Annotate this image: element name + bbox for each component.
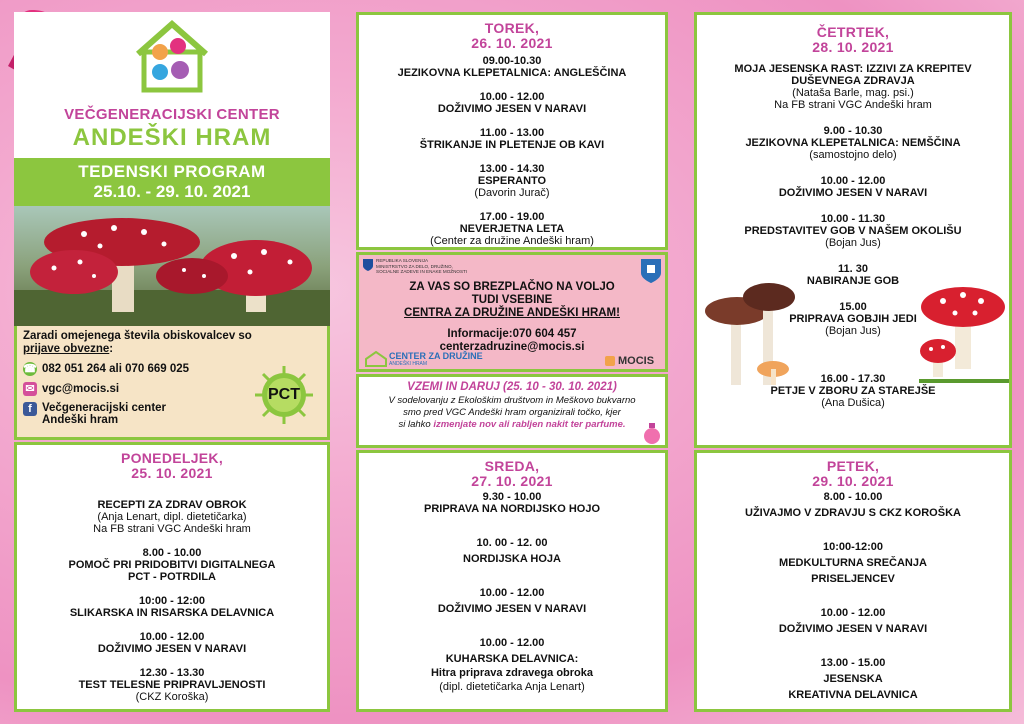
mocis-icon	[605, 356, 615, 366]
program-title: TEDENSKI PROGRAM	[78, 162, 266, 181]
info-phone: Informacije:070 604 457	[447, 328, 577, 340]
mushroom-photo	[14, 206, 330, 326]
event-item: 09.00-10.30 JEZIKOVNA KLEPETALNICA: ANGLEŠČINA	[397, 55, 627, 79]
phone-row[interactable]: ☎ 082 051 264 ali 070 669 025	[23, 363, 190, 375]
event-item: 10.00 - 12.00 DOŽIVIMO JESEN V NARAVI	[437, 91, 587, 115]
vzemi-in-daruj-box: VZEMI IN DARUJ (25. 10 - 30. 10. 2021) V sodelovanju z Ekološkim društvom in Meškovo bukvarno smo pred VGC Andeški hram organizirali točko, kjer si lahko izmenjate nov ali rabljen nakit ter parfume.	[356, 374, 668, 448]
registration-required: prijave obvezne	[23, 343, 110, 355]
event-item: 11.00 - 13.00 ŠTRIKANJE IN PLETENJE OB KAVI	[419, 127, 605, 151]
phone-icon: ☎	[23, 363, 37, 375]
slovenia-coat-of-arms-icon	[363, 259, 373, 271]
event-item: 10.00 - 12.00 DOŽIVIMO JESEN V NARAVI	[97, 631, 247, 655]
info-email[interactable]: centerzadruzine@mocis.si	[439, 341, 585, 353]
event-item: RECEPTI ZA ZDRAV OBROK (Anja Lenart, dipl. dietetičarka) Na FB strani VGC Andeški hram	[93, 499, 251, 535]
family-center-info	[356, 252, 668, 372]
municipality-crest-icon	[641, 259, 661, 283]
event-item: 15.00 PRIPRAVA GOBJIH JEDI (Bojan Jus)	[789, 301, 917, 337]
event-item: 8.00 - 10.00 POMOČ PRI PRIDOBITVI DIGITALNEGA PCT - POTRDILA	[68, 547, 276, 583]
event-item: 10.00 - 12.00 DOŽIVIMO JESEN V NARAVI	[778, 607, 928, 635]
vzemi-title: VZEMI IN DARUJ (25. 10 - 30. 10. 2021)	[407, 381, 617, 393]
red-mushrooms-illustration-icon	[919, 281, 1009, 385]
org-name-line1: VEČGENERACIJSKI CENTER	[64, 106, 280, 123]
tuesday-panel	[356, 12, 668, 250]
family-house-icon	[365, 351, 387, 367]
thursday-panel	[694, 12, 1012, 448]
program-header	[14, 158, 330, 206]
facebook-icon: f	[23, 402, 37, 416]
friday-panel	[694, 450, 1012, 712]
event-item: 10:00-12:00 MEDKULTURNA SREČANJA PRISELJENCEV	[779, 541, 927, 585]
event-item: 17.00 - 19.00 NEVERJETNA LETA (Center za družine Andeški hram)	[430, 211, 594, 247]
email-row[interactable]: ✉ vgc@mocis.si	[17, 382, 327, 396]
event-item: 13.00 - 14.30 ESPERANTO (Davorin Jurač)	[474, 163, 550, 199]
thursday-title: ČETRTEK, 28. 10. 2021	[812, 24, 894, 55]
facebook-row[interactable]: f Večgeneracijski center Andeški hram	[17, 402, 327, 426]
family-center-logo: CENTER ZA DRUŽINE ANDEŠKI HRAM	[365, 351, 483, 367]
event-item: 10:00 - 12:00 SLIKARSKA IN RISARSKA DELAVNICA	[69, 595, 275, 619]
event-item: 12.30 - 13.30 TEST TELESNE PRIPRAVLJENOSTI (CKZ Koroška)	[78, 667, 266, 703]
tuesday-title: TOREK, 26. 10. 2021	[471, 20, 553, 51]
monday-panel	[14, 442, 330, 712]
event-item: 16.00 - 17.30 PETJE V ZBORU ZA STAREJŠE (Ana Dušica)	[770, 373, 936, 409]
event-item: 10. 00 - 12. 00 NORDIJSKA HOJA	[463, 537, 561, 565]
event-item: 10.00 - 12.00 DOŽIVIMO JESEN V NARAVI	[437, 587, 587, 615]
perfume-bottle-icon	[641, 421, 663, 445]
monday-title: PONEDELJEK, 25. 10. 2021	[120, 450, 224, 481]
house-logo-icon	[132, 18, 212, 94]
program-dates: 25.10. - 29. 10. 2021	[93, 182, 251, 201]
event-item: 9.30 - 10.00 PRIPRAVA NA NORDIJSKO HOJO	[423, 491, 601, 515]
brown-mushrooms-illustration-icon	[701, 281, 797, 393]
mocis-logo: MOCIS	[605, 355, 654, 367]
event-item: 13.00 - 15.00 JESENSKA KREATIVNA DELAVNICA	[788, 657, 918, 701]
ministry-text: REPUBLIKA SLOVENIJA MINISTRSTVO ZA DELO, DRUŽINO, SOCIALNE ZADEVE IN ENAKE MOŽNOSTI	[376, 258, 468, 274]
org-name-line2: ANDEŠKI HRAM	[72, 124, 272, 151]
event-item: 9.00 - 10.30 JEZIKOVNA KLEPETALNICA: NEMŠČINA (samostojno delo)	[745, 125, 961, 161]
event-item: 10.00 - 12.00 KUHARSKA DELAVNICA: Hitra priprava zdravega obroka (dipl. dietetičarka Anja Lenart)	[430, 637, 593, 693]
event-item: 10.00 - 11.30 PREDSTAVITEV GOB V NAŠEM OKOLIŠU (Bojan Jus)	[744, 213, 962, 249]
info-line2: TUDI VSEBINE	[471, 294, 553, 306]
info-line3: CENTRA ZA DRUŽINE ANDEŠKI HRAM!	[404, 307, 620, 319]
wednesday-panel	[356, 450, 668, 712]
registration-note: Zaradi omejenega števila obiskovalcev so prijave obvezne:	[23, 330, 252, 355]
wednesday-title: SREDA, 27. 10. 2021	[471, 458, 553, 489]
pct-badge-label: PCT	[268, 386, 300, 403]
event-item: MOJA JESENSKA RAST: IZZIVI ZA KREPITEV DUŠEVNEGA ZDRAVJA (Nataša Barle, mag. psi.) Na FB strani VGC Andeški hram	[734, 63, 972, 111]
friday-title: PETEK, 29. 10. 2021	[812, 458, 894, 489]
logo-area	[14, 12, 330, 158]
info-line1: ZA VAS SO BREZPLAČNO NA VOLJO	[409, 281, 615, 293]
event-item: 8.00 - 10.00 UŽIVAJMO V ZDRAVJU S CKZ KOROŠKA	[745, 491, 961, 519]
event-item: 10.00 - 12.00 DOŽIVIMO JESEN V NARAVI	[778, 175, 928, 199]
event-item: 11. 30 NABIRANJE GOB	[806, 263, 900, 287]
email-icon: ✉	[23, 382, 37, 396]
contact-box	[14, 326, 330, 440]
